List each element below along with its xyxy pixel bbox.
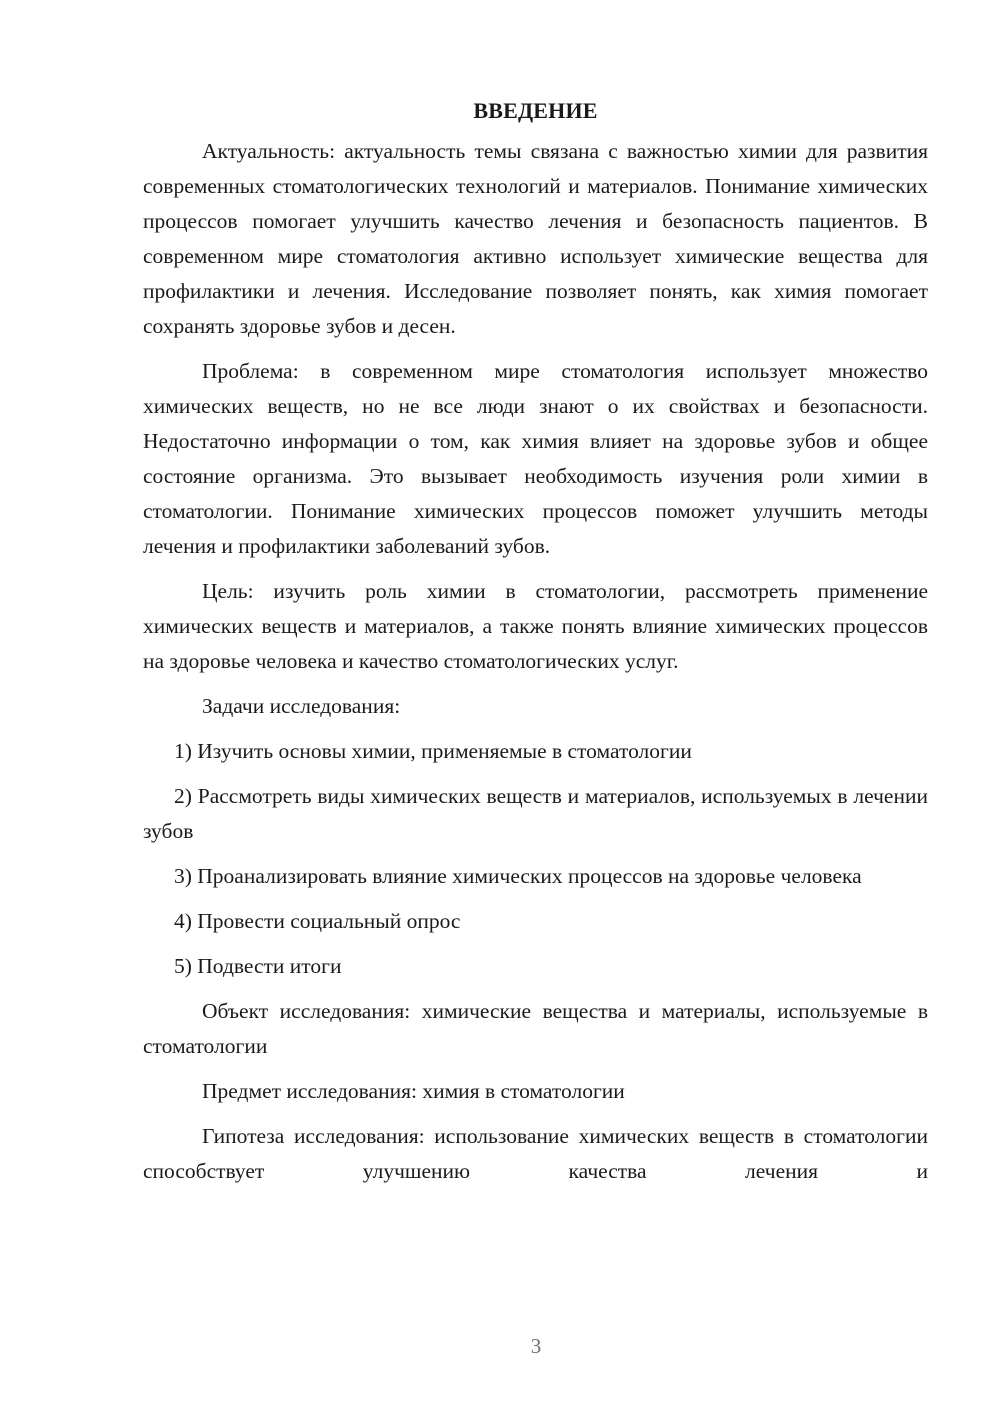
paragraph-subject: Предмет исследования: химия в стоматологии (202, 1079, 625, 1103)
paragraph-relevance: Актуальность: актуальность темы связана с важностью химии для развития современных стоматологических технологий и материалов. Понимание химических процессов помогает улучшить качество лечения и безопасность пациентов. В современном мире стоматология активно использует химические вещества для профилактики и лечения. Исследование позволяет понять, как химия помогает сохранять здоровье зубов и десен. (143, 139, 928, 338)
paragraph-goal: Цель: изучить роль химии в стоматологии, рассмотреть применение химических веществ и материалов, а также понять влияние химических процессов на здоровье человека и качество стоматологических услуг. (143, 579, 928, 673)
section-heading: ВВЕДЕНИЕ (473, 98, 598, 123)
task-item-1: 1) Изучить основы химии, применяемые в стоматологии (174, 739, 692, 763)
page-number: 3 (530, 1334, 542, 1358)
task-item-5: 5) Подвести итоги (174, 954, 342, 978)
document-body (143, 96, 928, 1189)
task-item-4: 4) Провести социальный опрос (174, 909, 461, 933)
paragraph-hypothesis: Гипотеза исследования: использование химических веществ в стоматологии способствует улучшению качества лечения и (143, 1124, 928, 1183)
paragraph-problem: Проблема: в современном мире стоматология использует множество химических веществ, но не все люди знают о их свойствах и безопасности. Недостаточно информации о том, как химия влияет на здоровье зубов и общее состояние организма. Это вызывает необходимость изучения роли химии в стоматологии. Понимание химических процессов поможет улучшить методы лечения и профилактики заболеваний зубов. (143, 359, 928, 558)
paragraph-tasks-intro: Задачи исследования: (202, 694, 401, 718)
task-item-3: 3) Проанализировать влияние химических процессов на здоровье человека (174, 864, 862, 888)
paragraph-object: Объект исследования: химические вещества и материалы, используемые в стоматологии (143, 999, 928, 1058)
task-item-2: 2) Рассмотреть виды химических веществ и материалов, используемых в лечении зубов (143, 784, 928, 843)
